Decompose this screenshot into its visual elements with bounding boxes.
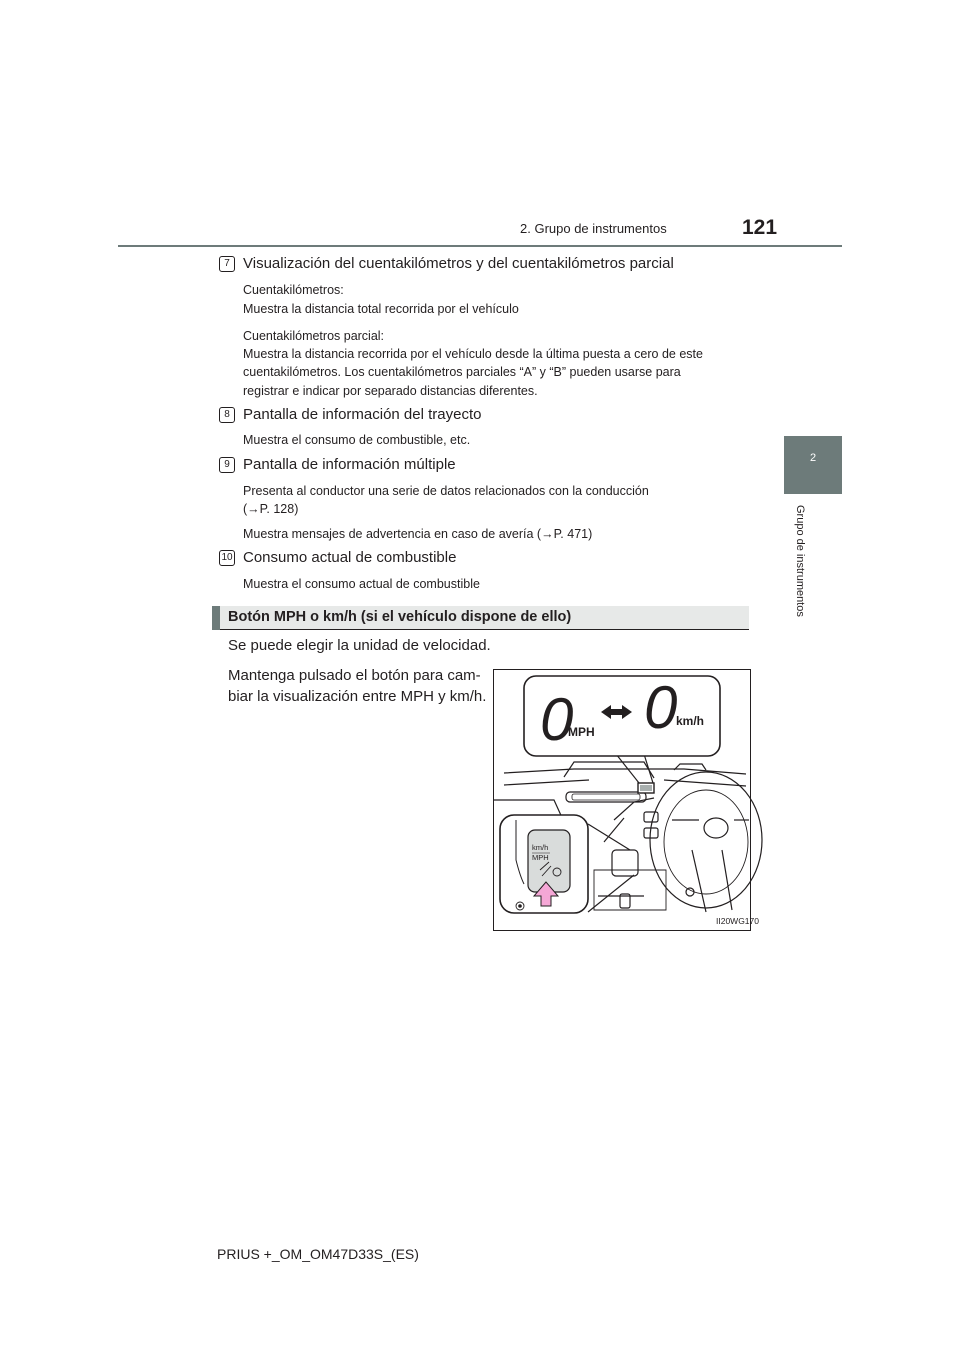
display-digit-right: 0 [644,674,678,741]
dashboard-illustration [494,670,759,930]
section-text: Se puede elegir la unidad de velocidad. [228,637,491,654]
section-heading-accent [212,606,220,630]
section-text: biar la visualización entre MPH y km/h. [228,688,487,705]
header-rule [118,245,842,247]
button-label-bottom: MPH [532,853,549,862]
chapter-tab-number: 2 [809,452,817,464]
section-text: Mantenga pulsado el botón para cam- [228,667,481,684]
chapter-tab-label: Grupo de instrumentos [794,505,806,617]
mph-kmh-button-indicator-fill [640,785,652,791]
item-label: Cuentakilómetros: [243,283,344,297]
item-text: registrar e indicar por separado distancias diferentes. [243,384,538,398]
header-section-title: 2. Grupo de instrumentos [520,221,667,236]
display-unit-left: MPH [568,725,595,739]
item-text: Muestra la distancia recorrida por el vehículo desde la última puesta a cero de este [243,347,703,361]
knob-center [518,904,522,908]
item-text: Muestra el consumo de combustible, etc. [243,433,471,447]
footer-document-id: PRIUS +_OM_OM47D33S_(ES) [217,1246,419,1262]
figure-illustration [493,669,759,931]
chapter-tab [784,436,842,494]
item-title: Pantalla de información del trayecto [243,406,482,423]
item-title: Visualización del cuentakilómetros y del cuentakilómetros parcial [243,255,674,272]
page-reference: (→P. 128) [243,502,299,516]
item-number-badge: 10 [219,550,235,566]
display-unit-right: km/h [676,714,705,728]
item-text: Muestra mensajes de advertencia en caso de avería (→P. 471) [243,527,593,541]
section-heading [212,606,749,630]
item-text: Presenta al conductor una serie de datos relacionados con la conducción [243,484,649,498]
section-heading-title: Botón MPH o km/h (si el vehículo dispone de ello) [228,609,572,625]
page-number: 121 [742,216,778,239]
item-text: Muestra el consumo actual de combustible [243,577,480,591]
item-label: Cuentakilómetros parcial: [243,329,385,343]
display-digit-left: 0 [540,686,574,753]
item-title: Consumo actual de combustible [243,549,457,566]
button-label-top: km/h [532,843,549,852]
figure-code: II20WG170 [716,916,759,926]
item-number-badge: 7 [219,256,235,272]
item-title: Pantalla de información múltiple [243,456,456,473]
item-text: cuentakilómetros. Los cuentakilómetros parciales “A” y “B” pueden usarse para [243,365,681,379]
item-number-badge: 8 [219,407,235,423]
item-text: Muestra la distancia total recorrida por el vehículo [243,302,519,316]
callout-line [588,824,630,850]
item-number-badge: 9 [219,457,235,473]
